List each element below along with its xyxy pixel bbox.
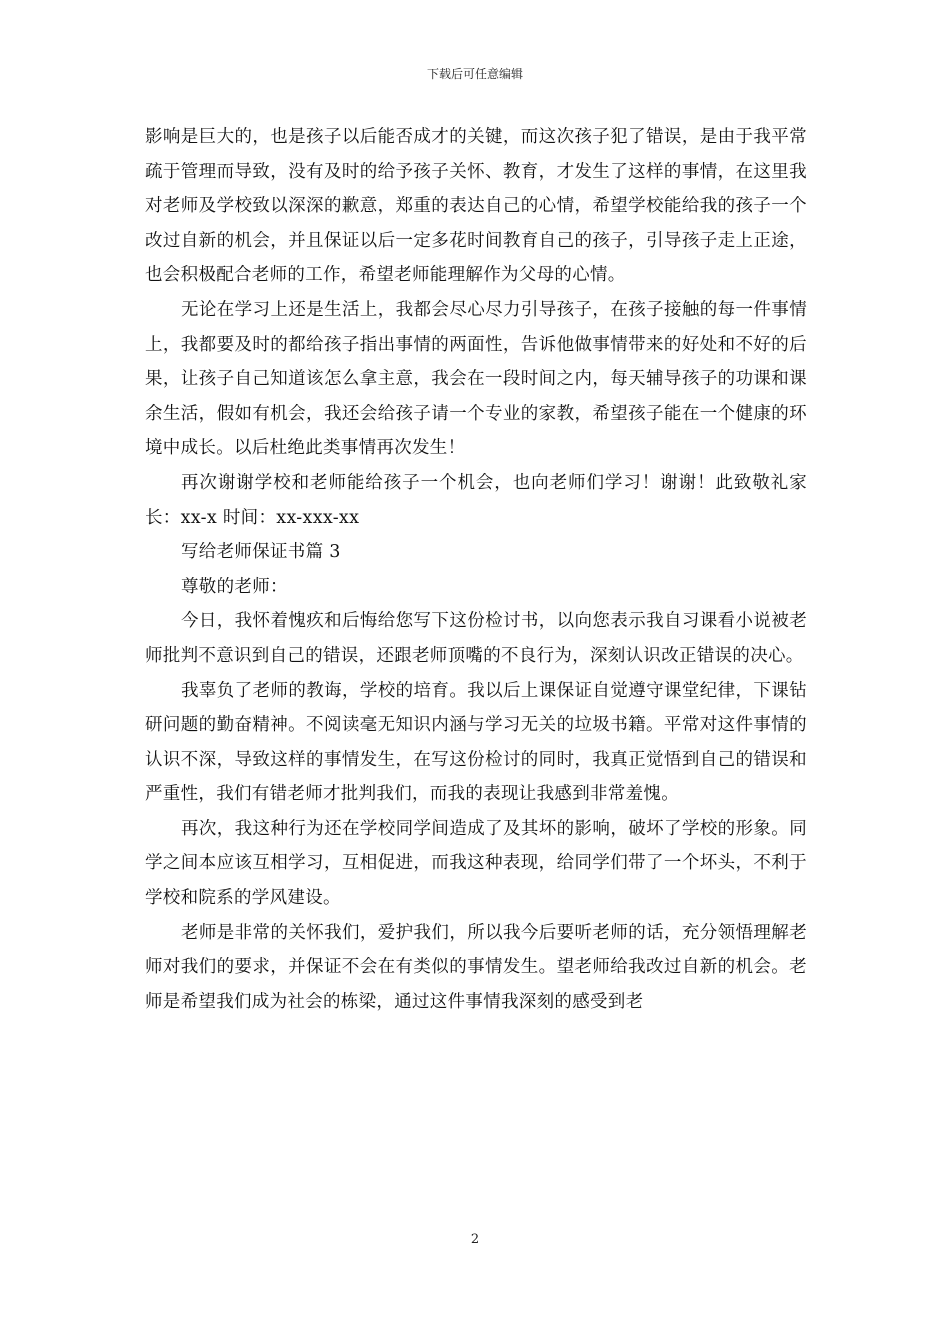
paragraph-5: 我辜负了老师的教诲，学校的培育。我以后上课保证自觉遵守课堂纪律，下课钻研问题的勤奋精神。不阅读毫无知识内涵与学习无关的垃圾书籍。平常对这件事情的认识不深，导致这样的事情发生，在写这份检讨的同时，我真正觉悟到自己的错误和严重性，我们有错老师才批判我们，而我的表现让我感到非常羞愧。	[145, 680, 807, 805]
document-body	[145, 120, 807, 1019]
paragraph-6: 再次，我这种行为还在学校同学间造成了及其坏的影响，破坏了学校的形象。同学之间本应该互相学习，互相促进，而我这种表现，给同学们带了一个坏头，不利于学校和院系的学风建设。	[145, 818, 807, 909]
paragraph-4: 今日，我怀着愧疚和后悔给您写下这份检讨书，以向您表示我自习课看小说被老师批判不意识到自己的错误，还跟老师顶嘴的不良行为，深刻认识改正错误的决心。	[145, 611, 807, 666]
paragraph-1: 影响是巨大的，也是孩子以后能否成才的关键，而这次孩子犯了错误，是由于我平常疏于管理而导致，没有及时的给予孩子关怀、教育，才发生了这样的事情，在这里我对老师及学校致以深深的歉意，郑重的表达自己的心情，希望学校能给我的孩子一个改过自新的机会，并且保证以后一定多花时间教育自己的孩子，引导孩子走上正途，也会积极配合老师的工作，希望老师能理解作为父母的心情。	[145, 127, 807, 286]
page-number: 2	[470, 1232, 480, 1247]
paragraph-7: 老师是非常的关怀我们，爱护我们，所以我今后要听老师的话，充分领悟理解老师对我们的要求，并保证不会在有类似的事情发生。望老师给我改过自新的机会。老师是希望我们成为社会的栋梁，通过这件事情我深刻的感受到老	[145, 922, 807, 1012]
section-title: 写给老师保证书篇 3	[181, 542, 341, 563]
paragraph-3: 再次谢谢学校和老师能给孩子一个机会，也向老师们学习！谢谢！此致敬礼家长：xx-x 时间：xx-xxx-xx	[145, 472, 807, 528]
paragraph-2: 无论在学习上还是生活上，我都会尽心尽力引导孩子，在孩子接触的每一件事情上，我都要及时的都给孩子指出事情的两面性，告诉他做事情带来的好处和不好的后果，让孩子自己知道该怎么拿主意，我会在一段时间之内，每天辅导孩子的功课和课余生活，假如有机会，我还会给孩子请一个专业的家教，希望孩子能在一个健康的环境中成长。以后杜绝此类事情再次发生！	[145, 299, 807, 459]
page-header: 下载后可任意编辑	[426, 67, 523, 81]
salutation: 尊敬的老师：	[181, 576, 288, 597]
